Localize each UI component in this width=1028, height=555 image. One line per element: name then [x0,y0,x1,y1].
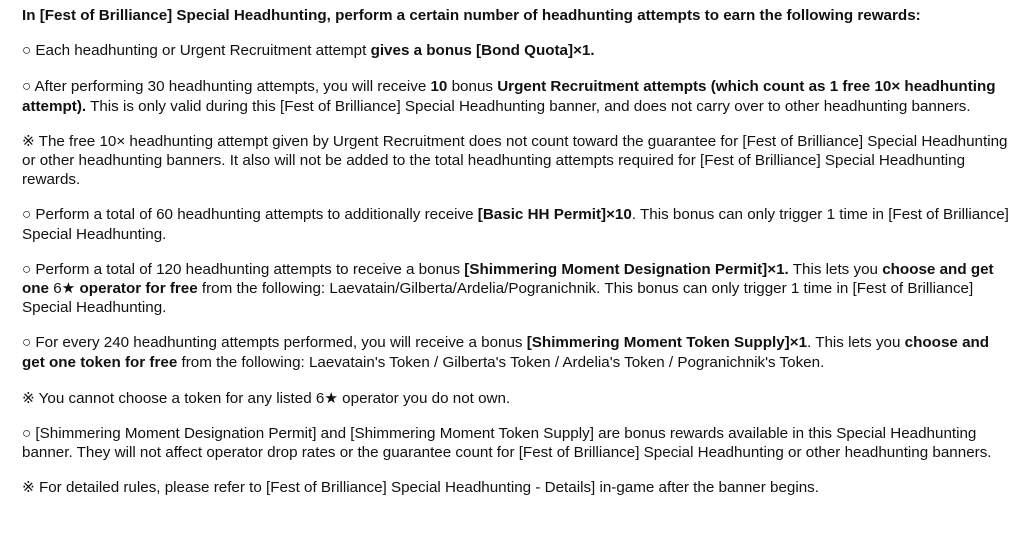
text-segment: from the following: Laevatain/Gilberta/Ardelia/Pogranichnik. This bonus can only trigger 1 time in [Fest of Brilliance] Special Headhunting. [22,280,974,317]
text-segment: ※ The free 10× headhunting attempt given by Urgent Recruitment does not count toward the guarantee for [Fest of Brilliance] Special Headhunting or other headhunting banners. It also will not be added to the total headhunting attempts required for [Fest of Brilliance] Special Headhunting rewards. [22,132,1008,189]
note-urgent-recruitment-guarantee [22,132,1014,190]
bold-segment: choose and get one token for free [22,334,990,371]
text-segment: ○ Each headhunting or Urgent Recruitment attempt [22,42,371,60]
text-segment: ○ Perform a total of 120 headhunting attempts to receive a bonus [22,260,465,278]
text-segment: ○ For every 240 headhunting attempts performed, you will receive a bonus [22,334,527,352]
bold-segment: Urgent Recruitment attempts (which count as 1 free 10× headhunting attempt). [22,78,996,115]
text-segment: This is only valid during this [Fest of Brilliance] Special Headhunting banner, and does not carry over to other headhunting banners. [86,97,971,115]
bold-segment: [Shimmering Moment Designation Permit]×1. [464,260,789,278]
bold-segment: operator for free [79,280,198,298]
note-detailed-rules [22,478,1014,497]
reward-urgent-recruitment [22,77,1014,115]
reward-basic-hh-permit [22,205,1014,243]
text-segment: from the following: Laevatain's Token / Gilberta's Token / Ardelia's Token / Pogranichnik's Token. [177,353,825,371]
bold-segment: choose and get one [22,260,994,298]
bold-segment: [Basic HH Permit]×10 [477,206,632,224]
text-segment: . This bonus can only trigger 1 time in [Fest of Brilliance] Special Headhunting. [22,206,1009,243]
text-segment: ※ For detailed rules, please refer to [Fest of Brilliance] Special Headhunting - Details] in-game after the banner begins. [22,479,819,497]
text-segment: This lets you [788,260,883,278]
note-bonus-rewards-drop-rates [22,424,1014,462]
note-token-ownership [22,389,1014,408]
text-segment: 6★ [49,280,80,298]
text-segment: bonus [447,78,498,96]
text-segment: ※ You cannot choose a token for any listed 6★ operator you do not own. [22,389,511,407]
reward-token-supply [22,333,1014,371]
text-segment: ○ After performing 30 headhunting attempts, you will receive [22,78,431,96]
text-segment: . This lets you [807,334,905,352]
bold-segment: 10 [430,78,448,96]
bold-segment: gives a bonus [Bond Quota]×1. [370,42,595,60]
reward-bond-quota [22,41,1014,60]
text-segment: ○ Perform a total of 60 headhunting attempts to additionally receive [22,206,478,224]
bold-segment: [Shimmering Moment Token Supply]×1 [526,334,808,352]
text-segment: ○ [Shimmering Moment Designation Permit] and [Shimmering Moment Token Supply] are bonus rewards available in this Special Headhunting banner. They will not affect operator drop rates or the guarantee count for [Fest of Brilliance] Special Headhunting or other headhunting banners. [22,425,992,462]
reward-designation-permit [22,260,1014,318]
page-title: In [Fest of Brilliance] Special Headhunting, perform a certain number of headhunting attempts to earn the following rewards: [22,7,921,24]
